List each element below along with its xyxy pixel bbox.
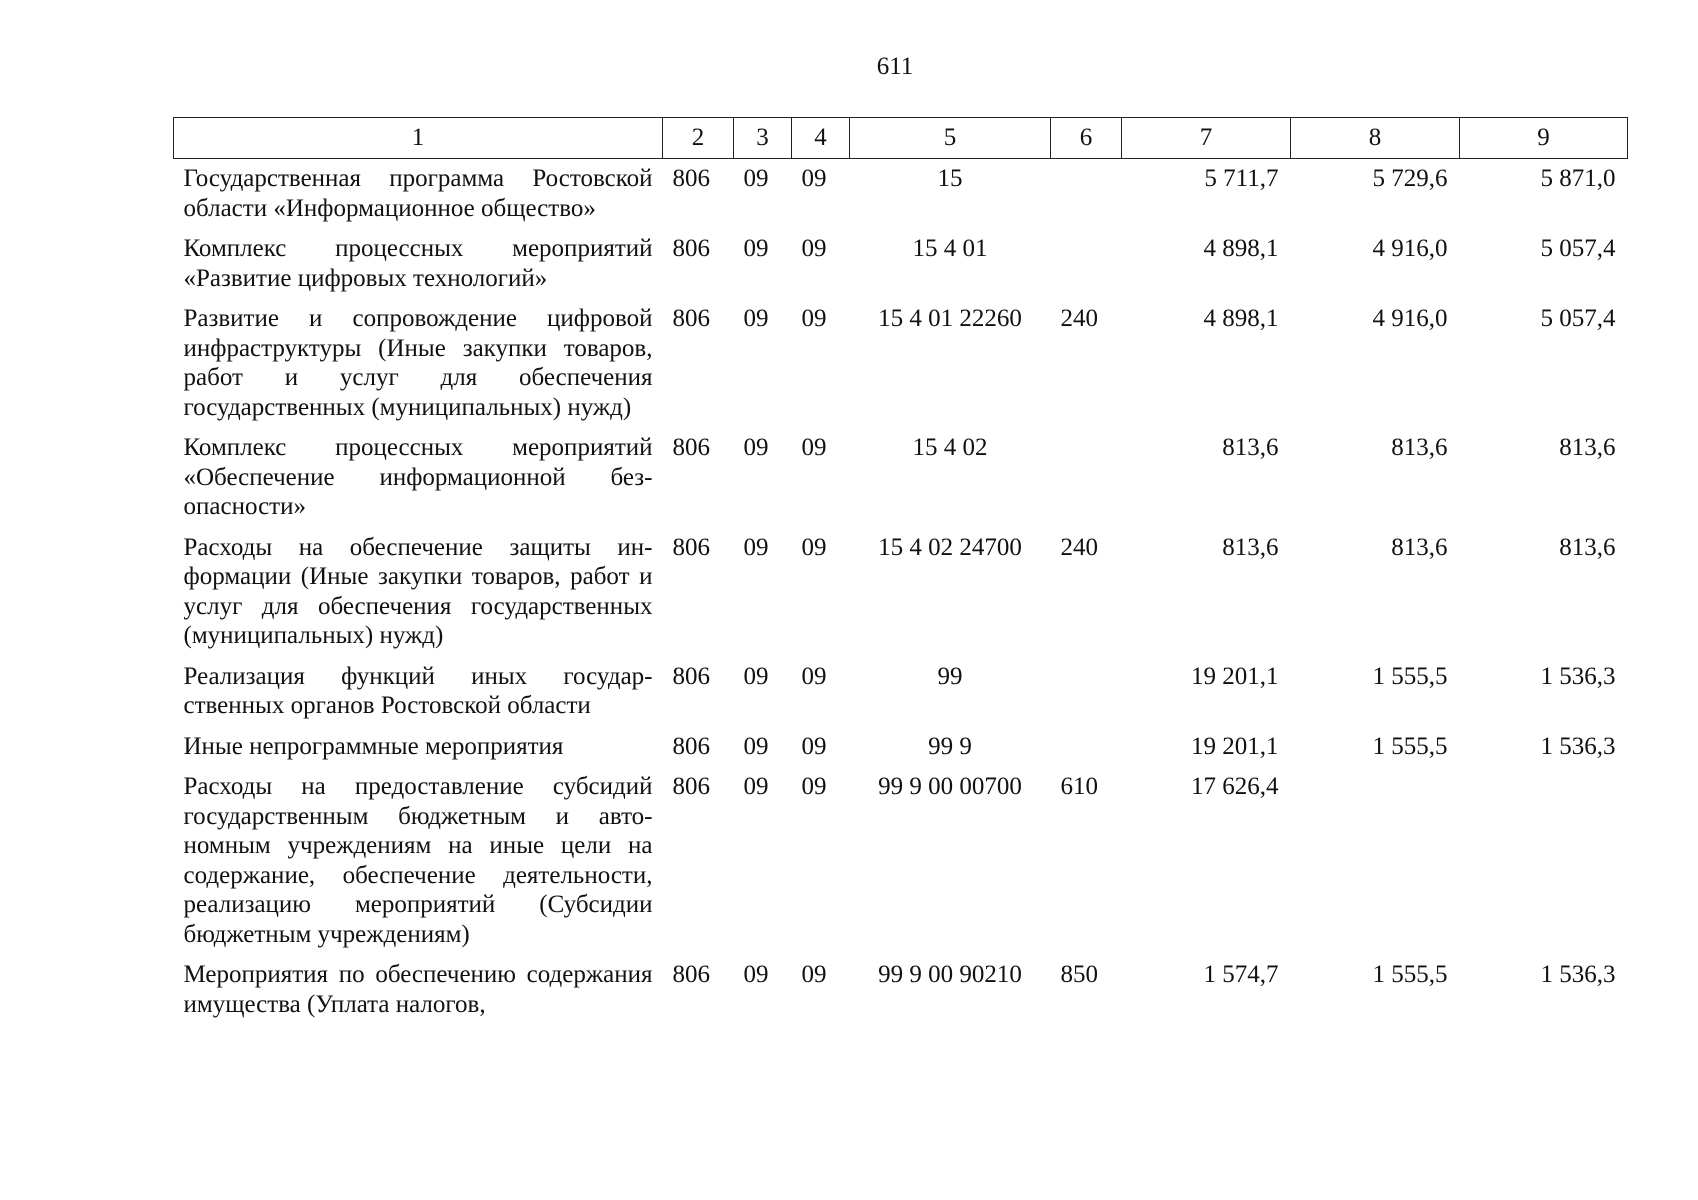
header-cell-1: 1	[174, 118, 663, 159]
section-code-cell: 09	[743, 961, 769, 988]
amount-col7-cell: 19 201,1	[1191, 732, 1279, 760]
expense-name-cell: Расходы на предоставление субсидий государственным бюджетным и автономным учреждениям на иные цели на содержание, обеспечение деятельности, реализацию мероприятий (Субсидии бюджетным учреждениям)	[183, 773, 653, 948]
target-article-cell: 99 9	[928, 732, 972, 760]
subsection-code-cell: 09	[801, 434, 827, 461]
amount-col8-cell: 813,6	[1391, 533, 1448, 561]
amount-col7-cell: 4 898,1	[1203, 235, 1279, 262]
table-row	[174, 955, 1628, 1025]
expense-type-cell: 850	[1060, 961, 1098, 988]
expense-name-cell: Комплекс процессных мероприятий «Развитие цифровых технологий»	[183, 235, 653, 292]
expense-type-cell	[1051, 428, 1122, 528]
header-cell-2: 2	[663, 118, 734, 159]
target-article-cell: 15 4 01	[912, 235, 988, 262]
table-row	[174, 767, 1628, 955]
table-row	[174, 727, 1628, 768]
table-row	[174, 299, 1628, 428]
amount-col8-cell: 1 555,5	[1372, 732, 1448, 760]
amount-col8-cell	[1291, 767, 1460, 955]
subsection-code-cell: 09	[801, 662, 827, 690]
header-cell-4: 4	[792, 118, 850, 159]
expense-name-cell: Реализация функций иных государственных органов Ростовской области	[183, 662, 653, 719]
amount-col8-cell: 813,6	[1391, 434, 1448, 461]
table-row	[174, 428, 1628, 528]
table-row	[174, 229, 1628, 299]
section-code-cell: 09	[743, 434, 769, 461]
section-code-cell: 09	[743, 773, 769, 800]
ministry-code-cell: 806	[672, 732, 710, 760]
table-row	[174, 528, 1628, 657]
expense-name-cell: Расходы на обеспечение защиты информации (Иные закупки товаров, работ и услуг для обеспечения государственных (муниципальных) нужд)	[183, 533, 653, 649]
subsection-code-cell: 09	[801, 235, 827, 262]
expense-name-cell: Комплекс процессных мероприятий «Обеспечение информационной безопасности»	[183, 434, 653, 520]
expense-type-cell: 240	[1060, 533, 1098, 561]
expense-type-cell	[1051, 159, 1122, 230]
header-cell-7: 7	[1122, 118, 1291, 159]
amount-col9-cell: 1 536,3	[1540, 662, 1616, 690]
subsection-code-cell: 09	[801, 961, 827, 988]
ministry-code-cell: 806	[672, 305, 710, 332]
subsection-code-cell: 09	[801, 305, 827, 332]
amount-col7-cell: 5 711,7	[1204, 165, 1279, 192]
amount-col8-cell: 1 555,5	[1372, 961, 1448, 988]
table-body	[174, 159, 1628, 1026]
page-number: 611	[876, 53, 914, 80]
subsection-code-cell: 09	[801, 165, 827, 192]
target-article-cell: 15 4 02	[912, 434, 988, 461]
ministry-code-cell: 806	[672, 773, 710, 800]
expense-type-cell	[1051, 229, 1122, 299]
amount-col7-cell: 19 201,1	[1191, 662, 1279, 690]
target-article-cell: 15	[937, 165, 963, 192]
ministry-code-cell: 806	[672, 235, 710, 262]
ministry-code-cell: 806	[672, 662, 710, 690]
header-row	[174, 118, 1628, 159]
section-code-cell: 09	[743, 305, 769, 332]
expense-type-cell: 610	[1060, 773, 1098, 800]
expense-name-cell: Развитие и сопровождение цифровой инфраструктуры (Иные закупки товаров, работ и услуг для обеспечения государственных (муниципальных) нужд)	[183, 305, 653, 421]
section-code-cell: 09	[743, 732, 769, 760]
amount-col9-cell: 813,6	[1559, 434, 1616, 461]
target-article-cell: 99 9 00 90210	[878, 961, 1022, 988]
amount-col7-cell: 17 626,4	[1191, 773, 1279, 800]
expense-name-cell: Иные непрограммные мероприятия	[183, 732, 564, 760]
table-row	[174, 159, 1628, 230]
target-article-cell: 99 9 00 00700	[878, 773, 1022, 800]
section-code-cell: 09	[743, 533, 769, 561]
header-cell-3: 3	[734, 118, 792, 159]
ministry-code-cell: 806	[672, 961, 710, 988]
target-article-cell: 15 4 01 22260	[878, 305, 1022, 332]
table-header	[174, 118, 1628, 159]
amount-col9-cell: 5 057,4	[1540, 235, 1616, 262]
amount-col9-cell: 813,6	[1559, 533, 1616, 561]
expense-type-cell: 240	[1060, 305, 1098, 332]
header-cell-9: 9	[1460, 118, 1628, 159]
expense-type-cell	[1051, 727, 1122, 768]
amount-col9-cell: 1 536,3	[1540, 732, 1616, 760]
amount-col9-cell: 5 057,4	[1540, 305, 1616, 332]
expense-name-cell: Государственная программа Ростовской области «Информационное общество»	[183, 165, 653, 222]
amount-col7-cell: 813,6	[1222, 533, 1279, 561]
ministry-code-cell: 806	[672, 533, 710, 561]
amount-col9-cell	[1460, 767, 1628, 955]
budget-table	[173, 117, 1628, 1025]
amount-col7-cell: 4 898,1	[1203, 305, 1279, 332]
header-cell-8: 8	[1291, 118, 1460, 159]
amount-col8-cell: 5 729,6	[1372, 165, 1448, 192]
expense-type-cell	[1051, 657, 1122, 727]
amount-col8-cell: 4 916,0	[1372, 235, 1448, 262]
amount-col9-cell: 5 871,0	[1540, 165, 1616, 192]
section-code-cell: 09	[743, 165, 769, 192]
amount-col7-cell: 1 574,7	[1203, 961, 1279, 988]
subsection-code-cell: 09	[801, 773, 827, 800]
amount-col7-cell: 813,6	[1222, 434, 1279, 461]
target-article-cell: 15 4 02 24700	[878, 533, 1022, 561]
amount-col9-cell: 1 536,3	[1540, 961, 1616, 988]
amount-col8-cell: 4 916,0	[1372, 305, 1448, 332]
ministry-code-cell: 806	[672, 165, 710, 192]
expense-name-cell: Мероприятия по обеспечению содержания имущества (Уплата налогов,	[183, 961, 653, 1018]
subsection-code-cell: 09	[801, 732, 827, 760]
amount-col8-cell: 1 555,5	[1372, 662, 1448, 690]
header-cell-5: 5	[850, 118, 1051, 159]
table-row	[174, 657, 1628, 727]
section-code-cell: 09	[743, 662, 769, 690]
section-code-cell: 09	[743, 235, 769, 262]
header-cell-6: 6	[1051, 118, 1122, 159]
ministry-code-cell: 806	[672, 434, 710, 461]
target-article-cell: 99	[937, 662, 963, 690]
subsection-code-cell: 09	[801, 533, 827, 561]
